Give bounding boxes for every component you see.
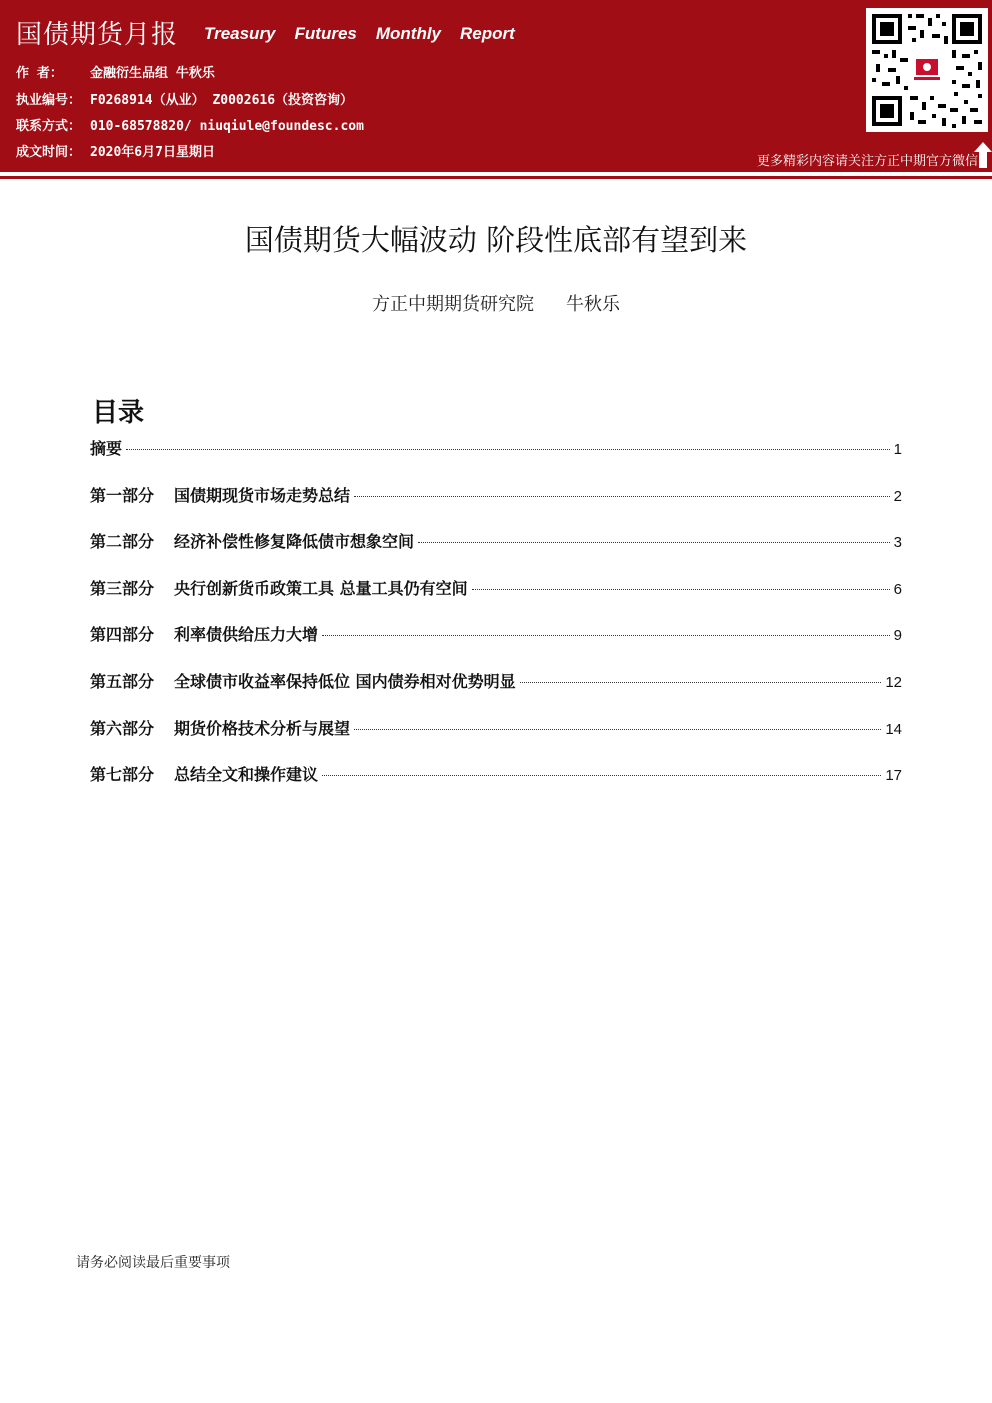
report-title-en-word: Futures bbox=[294, 24, 357, 43]
toc-part: 摘要 bbox=[90, 439, 123, 458]
header-banner bbox=[0, 0, 992, 172]
author-value: 金融衍生品组 牛秋乐 bbox=[90, 66, 215, 81]
document-title: 国债期货大幅波动 阶段性底部有望到来 bbox=[244, 223, 748, 257]
report-title-en-word: Monthly bbox=[375, 24, 442, 43]
up-arrow-icon bbox=[974, 142, 992, 168]
document-byline bbox=[0, 290, 992, 316]
toc-section: 经济补偿性修复降低债市想象空间 bbox=[174, 532, 415, 552]
institute-name: 方正中期期货研究院 bbox=[372, 294, 534, 315]
author-label: 作 者： bbox=[16, 66, 63, 81]
toc-page-number: 9 bbox=[893, 627, 902, 645]
contact-label: 联系方式： bbox=[16, 119, 82, 134]
qr-code-graphic bbox=[866, 8, 988, 132]
toc-section: 利率债供给压力大增 bbox=[174, 625, 319, 645]
toc-item[interactable] bbox=[90, 622, 902, 669]
toc-leader-dots bbox=[418, 542, 890, 543]
toc-item[interactable] bbox=[90, 762, 902, 809]
toc-leader-dots bbox=[322, 775, 881, 776]
toc-page-number: 17 bbox=[885, 767, 902, 785]
toc-leader-dots bbox=[354, 729, 881, 730]
author-line bbox=[16, 62, 215, 81]
toc-page-number: 1 bbox=[893, 441, 902, 458]
license-line bbox=[16, 89, 353, 108]
date-line bbox=[16, 141, 215, 160]
contact-line bbox=[16, 115, 364, 134]
author-name: 牛秋乐 bbox=[566, 294, 620, 315]
toc-item[interactable] bbox=[90, 529, 902, 576]
toc-section: 全球债市收益率保持低位 国内债券相对优势明显 bbox=[174, 671, 516, 691]
toc-section: 央行创新货币政策工具 总量工具仍有空间 bbox=[174, 578, 468, 598]
report-title-en-word: Report bbox=[460, 24, 515, 43]
toc-item[interactable] bbox=[90, 483, 902, 530]
report-title-en-word: Treasury bbox=[204, 24, 276, 43]
toc-page-number: 3 bbox=[893, 534, 902, 552]
qr-code-icon[interactable] bbox=[866, 8, 988, 132]
toc-page-number: 12 bbox=[885, 673, 902, 691]
header-divider bbox=[0, 176, 992, 179]
toc-leader-dots bbox=[322, 635, 890, 636]
toc-heading: 目录 bbox=[92, 398, 145, 428]
license-label: 执业编号： bbox=[16, 93, 82, 108]
toc-part: 第一部分 bbox=[90, 485, 155, 505]
date-value: 2020年6月7日星期日 bbox=[90, 145, 215, 160]
contact-value: 010-68578820/ niuqiule@foundesc.com bbox=[90, 119, 364, 134]
toc-leader-dots bbox=[354, 496, 890, 497]
toc-part: 第七部分 bbox=[90, 765, 155, 785]
toc-item[interactable] bbox=[90, 716, 902, 763]
toc-leader-dots bbox=[472, 589, 890, 590]
report-title-cn: 国债期货月报 bbox=[16, 20, 179, 50]
toc-part: 第二部分 bbox=[90, 532, 155, 552]
follow-wechat-text: 更多精彩内容请关注方正中期官方微信 bbox=[756, 154, 978, 169]
toc-section: 总结全文和操作建议 bbox=[174, 765, 319, 785]
toc-item[interactable] bbox=[90, 576, 902, 623]
toc-page-number: 6 bbox=[893, 580, 902, 598]
toc-part: 第四部分 bbox=[90, 625, 155, 645]
toc-leader-dots bbox=[126, 449, 890, 450]
toc-section: 期货价格技术分析与展望 bbox=[174, 718, 351, 738]
toc-leader-dots bbox=[520, 682, 882, 683]
toc-item[interactable] bbox=[90, 669, 902, 716]
toc-part: 第三部分 bbox=[90, 578, 155, 598]
toc-section: 国债期现货市场走势总结 bbox=[174, 485, 351, 505]
license-value: F0268914（从业） Z0002616（投资咨询） bbox=[90, 93, 354, 108]
toc-page-number: 2 bbox=[893, 487, 902, 505]
disclaimer-note: 请务必阅读最后重要事项 bbox=[76, 1255, 230, 1271]
date-label: 成文时间： bbox=[16, 145, 82, 160]
report-title-en bbox=[204, 24, 515, 44]
table-of-contents bbox=[90, 436, 902, 809]
toc-item[interactable] bbox=[90, 436, 902, 483]
toc-part: 第六部分 bbox=[90, 718, 155, 738]
toc-page-number: 14 bbox=[885, 720, 902, 738]
toc-part: 第五部分 bbox=[90, 671, 155, 691]
